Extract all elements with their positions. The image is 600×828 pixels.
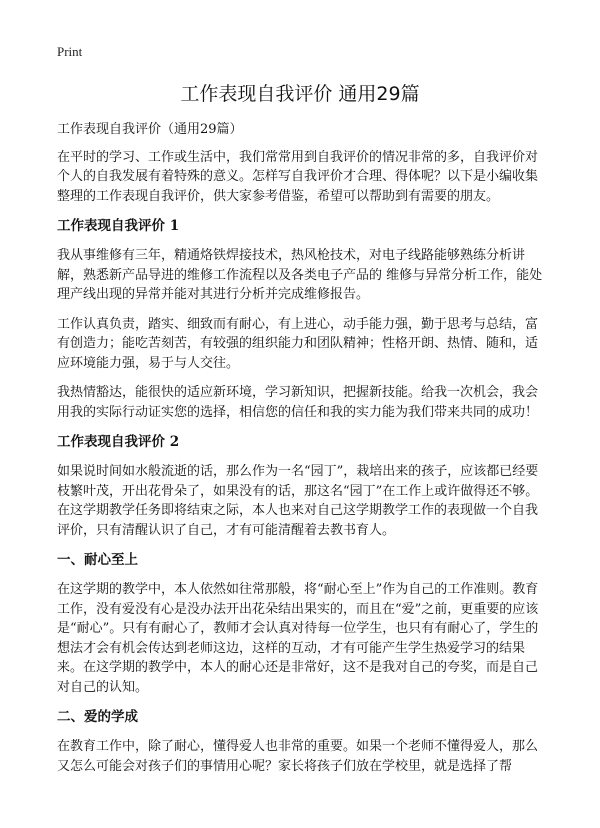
section-heading-1: 工作表现自我评价 1 bbox=[57, 218, 180, 234]
page-title: 工作表现自我评价 通用29篇 bbox=[180, 83, 420, 105]
article-subtitle: 工作表现自我评价（通用29篇） bbox=[57, 122, 243, 137]
section-1-paragraph-1: 我从事维修有三年，精通烙铁焊接技术，热风枪技术，对电子线路能够熟练分析讲解，熟悉新产品导进的维修工作流程以及各类电子产品的 维修与异常分析工作，能处理产线出现的异常并能对其进行分析并完成维修报告。 bbox=[57, 248, 543, 302]
article-body bbox=[57, 120, 547, 786]
section-heading-love: 二、爱的学成 bbox=[57, 709, 138, 725]
section-heading-2: 工作表现自我评价 2 bbox=[57, 434, 180, 450]
print-link[interactable]: Print bbox=[57, 44, 83, 59]
section-heading-patience: 一、耐心至上 bbox=[57, 552, 138, 568]
section-2-paragraph-1: 如果说时间如水般流逝的话，那么作为一名“园丁”，栽培出来的孩子，应该都已经要枝繁叶茂，开出花骨朵了，如果没有的话，那这名“园丁”在工作上或许做得还不够。在这学期教学任务即将结束之际，本人也来对自己这学期教学工作的表现做一个自我评价，只有清醒认识了自己，才有可能清醒着去教书育人。 bbox=[57, 464, 539, 538]
section-3-paragraph-1: 在这学期的教学中，本人依然如往常那般，将“耐心至上”作为自己的工作准则。教育工作，没有爱没有心是没办法开出花朵结出果实的，而且在“爱”之前，更重要的应该是“耐心”。只有有耐心了，教师才会认真对待每一位学生，也只有有耐心了，学生的想法才会有机会传达到老师这边，这样的互动，才有可能产生学生热爱学习的结果来。在这学期的教学中，本人的耐心还是非常好，这不是我对自己的夸奖，而是自己对自己的认知。 bbox=[57, 582, 539, 695]
intro-paragraph: 在平时的学习、工作或生活中，我们常常用到自我评价的情况非常的多，自我评价对个人的自我发展有着特殊的意义。怎样写自我评价才合理、得体呢？以下是小编收集整理的工作表现自我评价，供大家参考借鉴，希望可以帮助到有需要的朋友。 bbox=[57, 149, 539, 204]
section-1-paragraph-2: 工作认真负责，踏实、细致而有耐心，有上进心，动手能力强，勤于思考与总结，富有创造力；能吃苦刻苦，有较强的组织能力和团队精神；性格开朗、热情、随和，适应环境能力强，易于与人交往。 bbox=[57, 316, 539, 371]
section-1-paragraph-3: 我热情豁达，能很快的适应新环境，学习新知识，把握新技能。给我一次机会，我会用我的实际行动证实您的选择，相信您的信任和我的实力能为我们带来共同的成功！ bbox=[57, 385, 539, 420]
section-4-paragraph-1: 在教育工作中，除了耐心，懂得爱人也非常的重要。如果一个老师不懂得爱人，那么又怎么可能会对孩子们的事情用心呢？家长将孩子们放在学校里，就是选择了帮 bbox=[57, 739, 539, 774]
